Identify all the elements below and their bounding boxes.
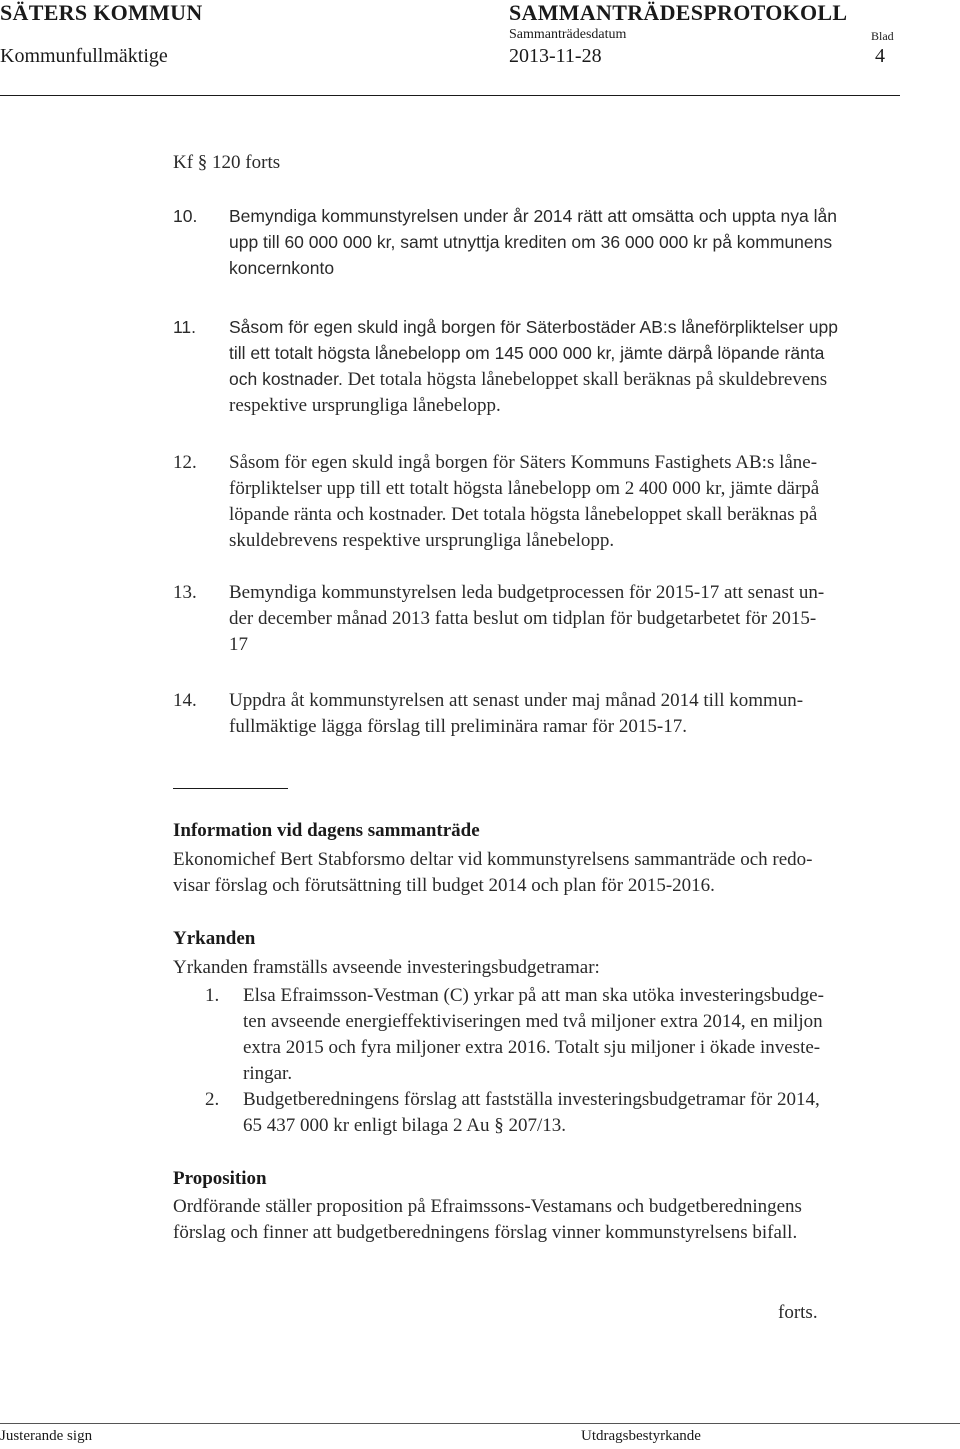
footer-utdragsbestyrkande: Utdragsbestyrkande	[581, 1428, 701, 1444]
item-line: der december månad 2013 fatta beslut om tidplan för budgetarbetet för 2015-	[229, 608, 817, 629]
page-label: Blad	[871, 29, 894, 43]
item-line: förpliktelser upp till ett totalt högsta lånebelopp om 2 400 000 kr, jämte därpå	[229, 478, 820, 499]
information-text	[173, 847, 813, 899]
item-line-tail: Det totala högsta lånebeloppet skall beräknas på skuldebrevens	[342, 369, 828, 390]
item-number: 11.	[173, 317, 197, 337]
item-line: koncernkonto	[229, 258, 335, 278]
item-line: Såsom för egen skuld ingå borgen för Säterbostäder AB:s låneförpliktelser upp	[229, 317, 838, 337]
information-heading: Information vid dagens sammanträde	[173, 820, 480, 841]
item-line: ten avseende energieffektiviseringen med två miljoner extra 2014, en miljon	[243, 1011, 823, 1032]
section-reference: Kf § 120 forts	[173, 152, 281, 173]
text-line: förslag och finner att budgetberedningens förslag vinner kommunstyrelsens bifall.	[173, 1222, 798, 1243]
yrkanden-intro: Yrkanden framställs avseende investeringsbudgetramar:	[173, 957, 600, 978]
body-name: Kommunfullmäktige	[0, 45, 168, 67]
item-number: 13.	[173, 582, 197, 603]
item-line: respektive ursprungliga lånebelopp.	[229, 395, 501, 416]
header-rule	[0, 95, 900, 96]
proposition-heading: Proposition	[173, 1168, 267, 1189]
item-line: upp till 60 000 000 kr, samt utnyttja krediten om 36 000 000 kr på kommunens	[229, 232, 833, 252]
item-line: fullmäktige lägga förslag till preliminära ramar för 2015-17.	[229, 716, 687, 737]
item-number: 12.	[173, 452, 197, 473]
item-line: Budgetberedningens förslag att fastställa investeringsbudgetramar för 2014,	[243, 1089, 820, 1110]
item-line: löpande ränta och kostnader. Det totala högsta lånebeloppet skall beräknas på	[229, 504, 818, 525]
item-line: extra 2015 och fyra miljoner extra 2016. Totalt sju miljoner i ökade investe-	[243, 1037, 821, 1058]
item-line: Uppdra åt kommunstyrelsen att senast under maj månad 2014 till kommun-	[229, 690, 804, 711]
proposition-text	[173, 1194, 802, 1246]
page-number: 4	[875, 45, 885, 67]
item-number: 14.	[173, 690, 197, 711]
text-line: visar förslag och förutsättning till budget 2014 och plan för 2015-2016.	[173, 875, 715, 896]
item-line: Såsom för egen skuld ingå borgen för Säters Kommuns Fastighets AB:s låne-	[229, 452, 818, 473]
item-number: 10.	[173, 206, 198, 226]
item-line: 65 437 000 kr enligt bilaga 2 Au § 207/13.	[243, 1115, 566, 1136]
footer-rule	[0, 1423, 960, 1424]
yrkanden-heading: Yrkanden	[173, 928, 256, 949]
item-line: till ett totalt högsta lånebelopp om 145 000 000 kr, jämte därpå löpande ränta	[229, 343, 825, 363]
meeting-date: 2013-11-28	[509, 45, 602, 67]
date-label: Sammanträdesdatum	[509, 27, 627, 42]
footer-justerande-sign: Justerande sign	[0, 1428, 93, 1444]
item-number: 1.	[205, 985, 220, 1006]
text-line: Ekonomichef Bert Stabforsmo deltar vid kommunstyrelsens sammanträde och redo-	[173, 849, 813, 870]
item-line: Bemyndiga kommunstyrelsen leda budgetprocessen för 2015-17 att senast un-	[229, 582, 825, 603]
municipality-name: SÄTERS KOMMUN	[0, 0, 203, 25]
section-separator	[173, 788, 288, 789]
item-line: 17	[229, 634, 248, 655]
document-type: SAMMANTRÄDESPROTOKOLL	[509, 0, 848, 25]
item-line: Bemyndiga kommunstyrelsen under år 2014 rätt att omsätta och uppta nya lån	[229, 206, 837, 226]
item-line: ringar.	[243, 1063, 293, 1084]
text-line: Ordförande ställer proposition på Efraimssons-Vestamans och budgetberedningens	[173, 1196, 802, 1217]
continued-note: forts.	[778, 1302, 818, 1323]
item-line: och kostnader.	[229, 369, 343, 389]
item-line: Elsa Efraimsson-Vestman (C) yrkar på att man ska utöka investeringsbudge-	[243, 985, 824, 1006]
item-line: skuldebrevens respektive ursprungliga lånebelopp.	[229, 530, 615, 551]
item-number: 2.	[205, 1089, 220, 1110]
